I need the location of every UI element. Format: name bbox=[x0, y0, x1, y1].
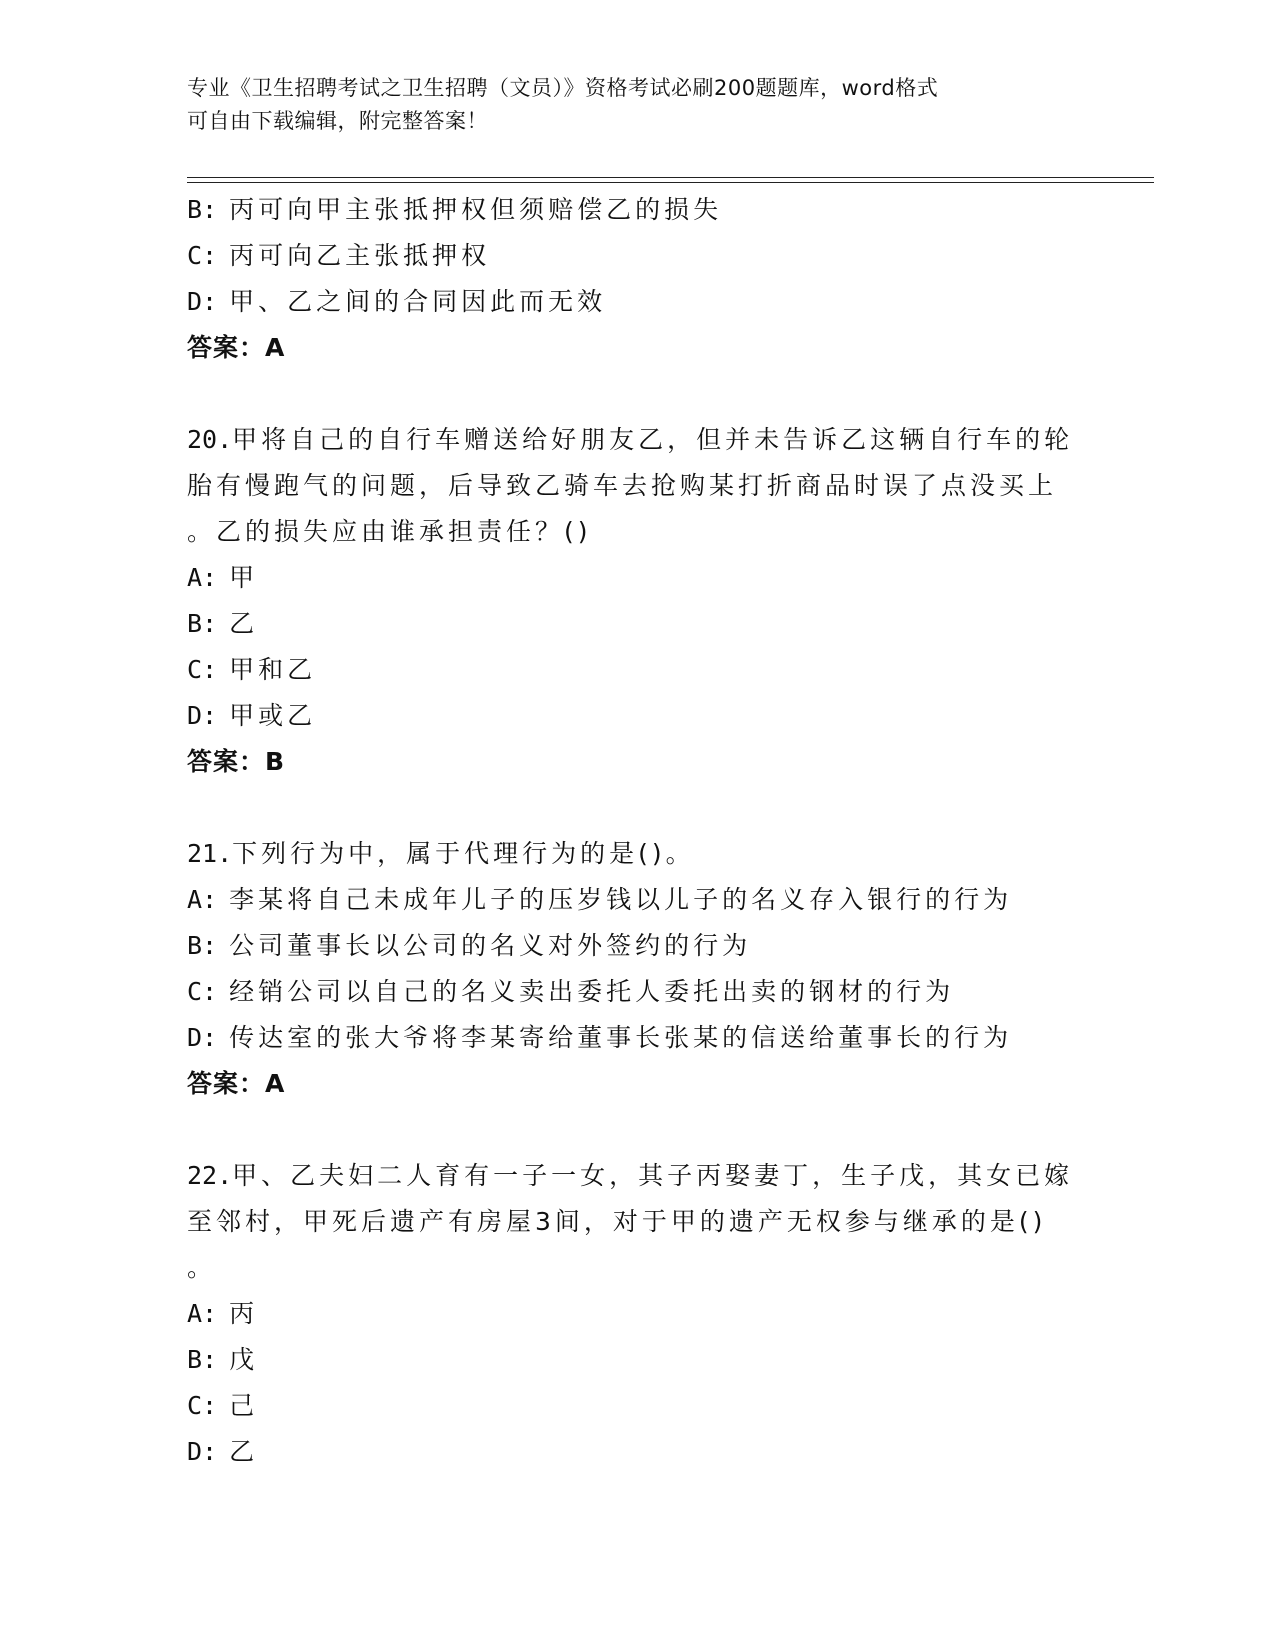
spacer bbox=[187, 371, 1087, 417]
question-stem-line bbox=[187, 831, 1087, 877]
option-letter: A: bbox=[187, 885, 218, 914]
option-letter: B: bbox=[187, 1345, 218, 1374]
option-a bbox=[187, 1291, 1087, 1337]
option-a bbox=[187, 555, 1087, 601]
option-text: 甲和乙 bbox=[229, 655, 317, 684]
option-text: 传达室的张大爷将李某寄给董事长张某的信送给董事长的行为 bbox=[229, 1023, 1013, 1052]
option-b bbox=[187, 601, 1087, 647]
question-21 bbox=[187, 831, 1087, 1107]
option-b bbox=[187, 1337, 1087, 1383]
header-divider-top bbox=[187, 177, 1154, 178]
question-number: 21. bbox=[187, 839, 233, 868]
question-number: 20. bbox=[187, 425, 233, 454]
option-letter: C: bbox=[187, 655, 218, 684]
answer-line: 答案：A bbox=[187, 1069, 286, 1098]
question-stem-line: 。乙的损失应由谁承担责任？() bbox=[187, 517, 592, 546]
option-b bbox=[187, 923, 1087, 969]
option-letter: D: bbox=[187, 287, 218, 316]
option-letter: D: bbox=[187, 1023, 218, 1052]
option-d bbox=[187, 1015, 1087, 1061]
question-stem-line: 。 bbox=[187, 1253, 217, 1282]
option-text: 丙 bbox=[229, 1299, 259, 1328]
question-stem-line bbox=[187, 417, 1087, 463]
question-19-continuation bbox=[187, 187, 1087, 371]
option-text: 甲或乙 bbox=[229, 701, 317, 730]
option-d bbox=[187, 1429, 1087, 1475]
option-b bbox=[187, 187, 1087, 233]
question-stem-line: 胎有慢跑气的问题，后导致乙骑车去抢购某打折商品时误了点没买上 bbox=[187, 471, 1058, 500]
option-text: 乙 bbox=[229, 1437, 259, 1466]
option-letter: D: bbox=[187, 701, 218, 730]
question-text: 甲、乙夫妇二人育有一子一女，其子丙娶妻丁，生子戊，其女已嫁 bbox=[232, 1161, 1074, 1190]
option-text: 戊 bbox=[229, 1345, 259, 1374]
spacer bbox=[187, 1107, 1087, 1153]
document-header bbox=[187, 72, 1087, 138]
option-c bbox=[187, 1383, 1087, 1429]
option-d bbox=[187, 279, 1087, 325]
option-c bbox=[187, 969, 1087, 1015]
document-body bbox=[187, 187, 1087, 1475]
option-text: 甲 bbox=[229, 563, 259, 592]
answer-line: 答案：B bbox=[187, 747, 286, 776]
option-d bbox=[187, 693, 1087, 739]
question-text: 甲将自己的自行车赠送给好朋友乙，但并未告诉乙这辆自行车的轮 bbox=[232, 425, 1074, 454]
option-a bbox=[187, 877, 1087, 923]
option-text: 甲、乙之间的合同因此而无效 bbox=[229, 287, 607, 316]
option-text: 丙可向乙主张抵押权 bbox=[229, 241, 491, 270]
option-letter: D: bbox=[187, 1437, 218, 1466]
option-c bbox=[187, 233, 1087, 279]
option-text: 经销公司以自己的名义卖出委托人委托出卖的钢材的行为 bbox=[229, 977, 955, 1006]
spacer bbox=[187, 785, 1087, 831]
option-text: 己 bbox=[229, 1391, 259, 1420]
header-line-1: 专业《卫生招聘考试之卫生招聘（文员）》资格考试必刷200题题库，word格式 bbox=[187, 76, 939, 100]
option-letter: C: bbox=[187, 977, 218, 1006]
option-letter: A: bbox=[187, 1299, 218, 1328]
option-letter: A: bbox=[187, 563, 218, 592]
option-text: 乙 bbox=[229, 609, 259, 638]
header-divider-bottom bbox=[187, 182, 1154, 183]
question-20 bbox=[187, 417, 1087, 785]
question-22 bbox=[187, 1153, 1087, 1475]
question-stem-line: 至邻村，甲死后遗产有房屋3间，对于甲的遗产无权参与继承的是() bbox=[187, 1207, 1047, 1236]
option-letter: C: bbox=[187, 241, 218, 270]
option-text: 公司董事长以公司的名义对外签约的行为 bbox=[229, 931, 752, 960]
question-number: 22. bbox=[187, 1161, 233, 1190]
question-stem-line bbox=[187, 1153, 1087, 1199]
option-c bbox=[187, 647, 1087, 693]
question-text: 下列行为中，属于代理行为的是()。 bbox=[232, 839, 695, 868]
option-letter: B: bbox=[187, 195, 218, 224]
option-text: 李某将自己未成年儿子的压岁钱以儿子的名义存入银行的行为 bbox=[229, 885, 1013, 914]
option-letter: B: bbox=[187, 931, 218, 960]
answer-line: 答案：A bbox=[187, 333, 286, 362]
option-text: 丙可向甲主张抵押权但须赔偿乙的损失 bbox=[229, 195, 723, 224]
option-letter: B: bbox=[187, 609, 218, 638]
header-line-2: 可自由下载编辑，附完整答案！ bbox=[187, 109, 488, 133]
option-letter: C: bbox=[187, 1391, 218, 1420]
